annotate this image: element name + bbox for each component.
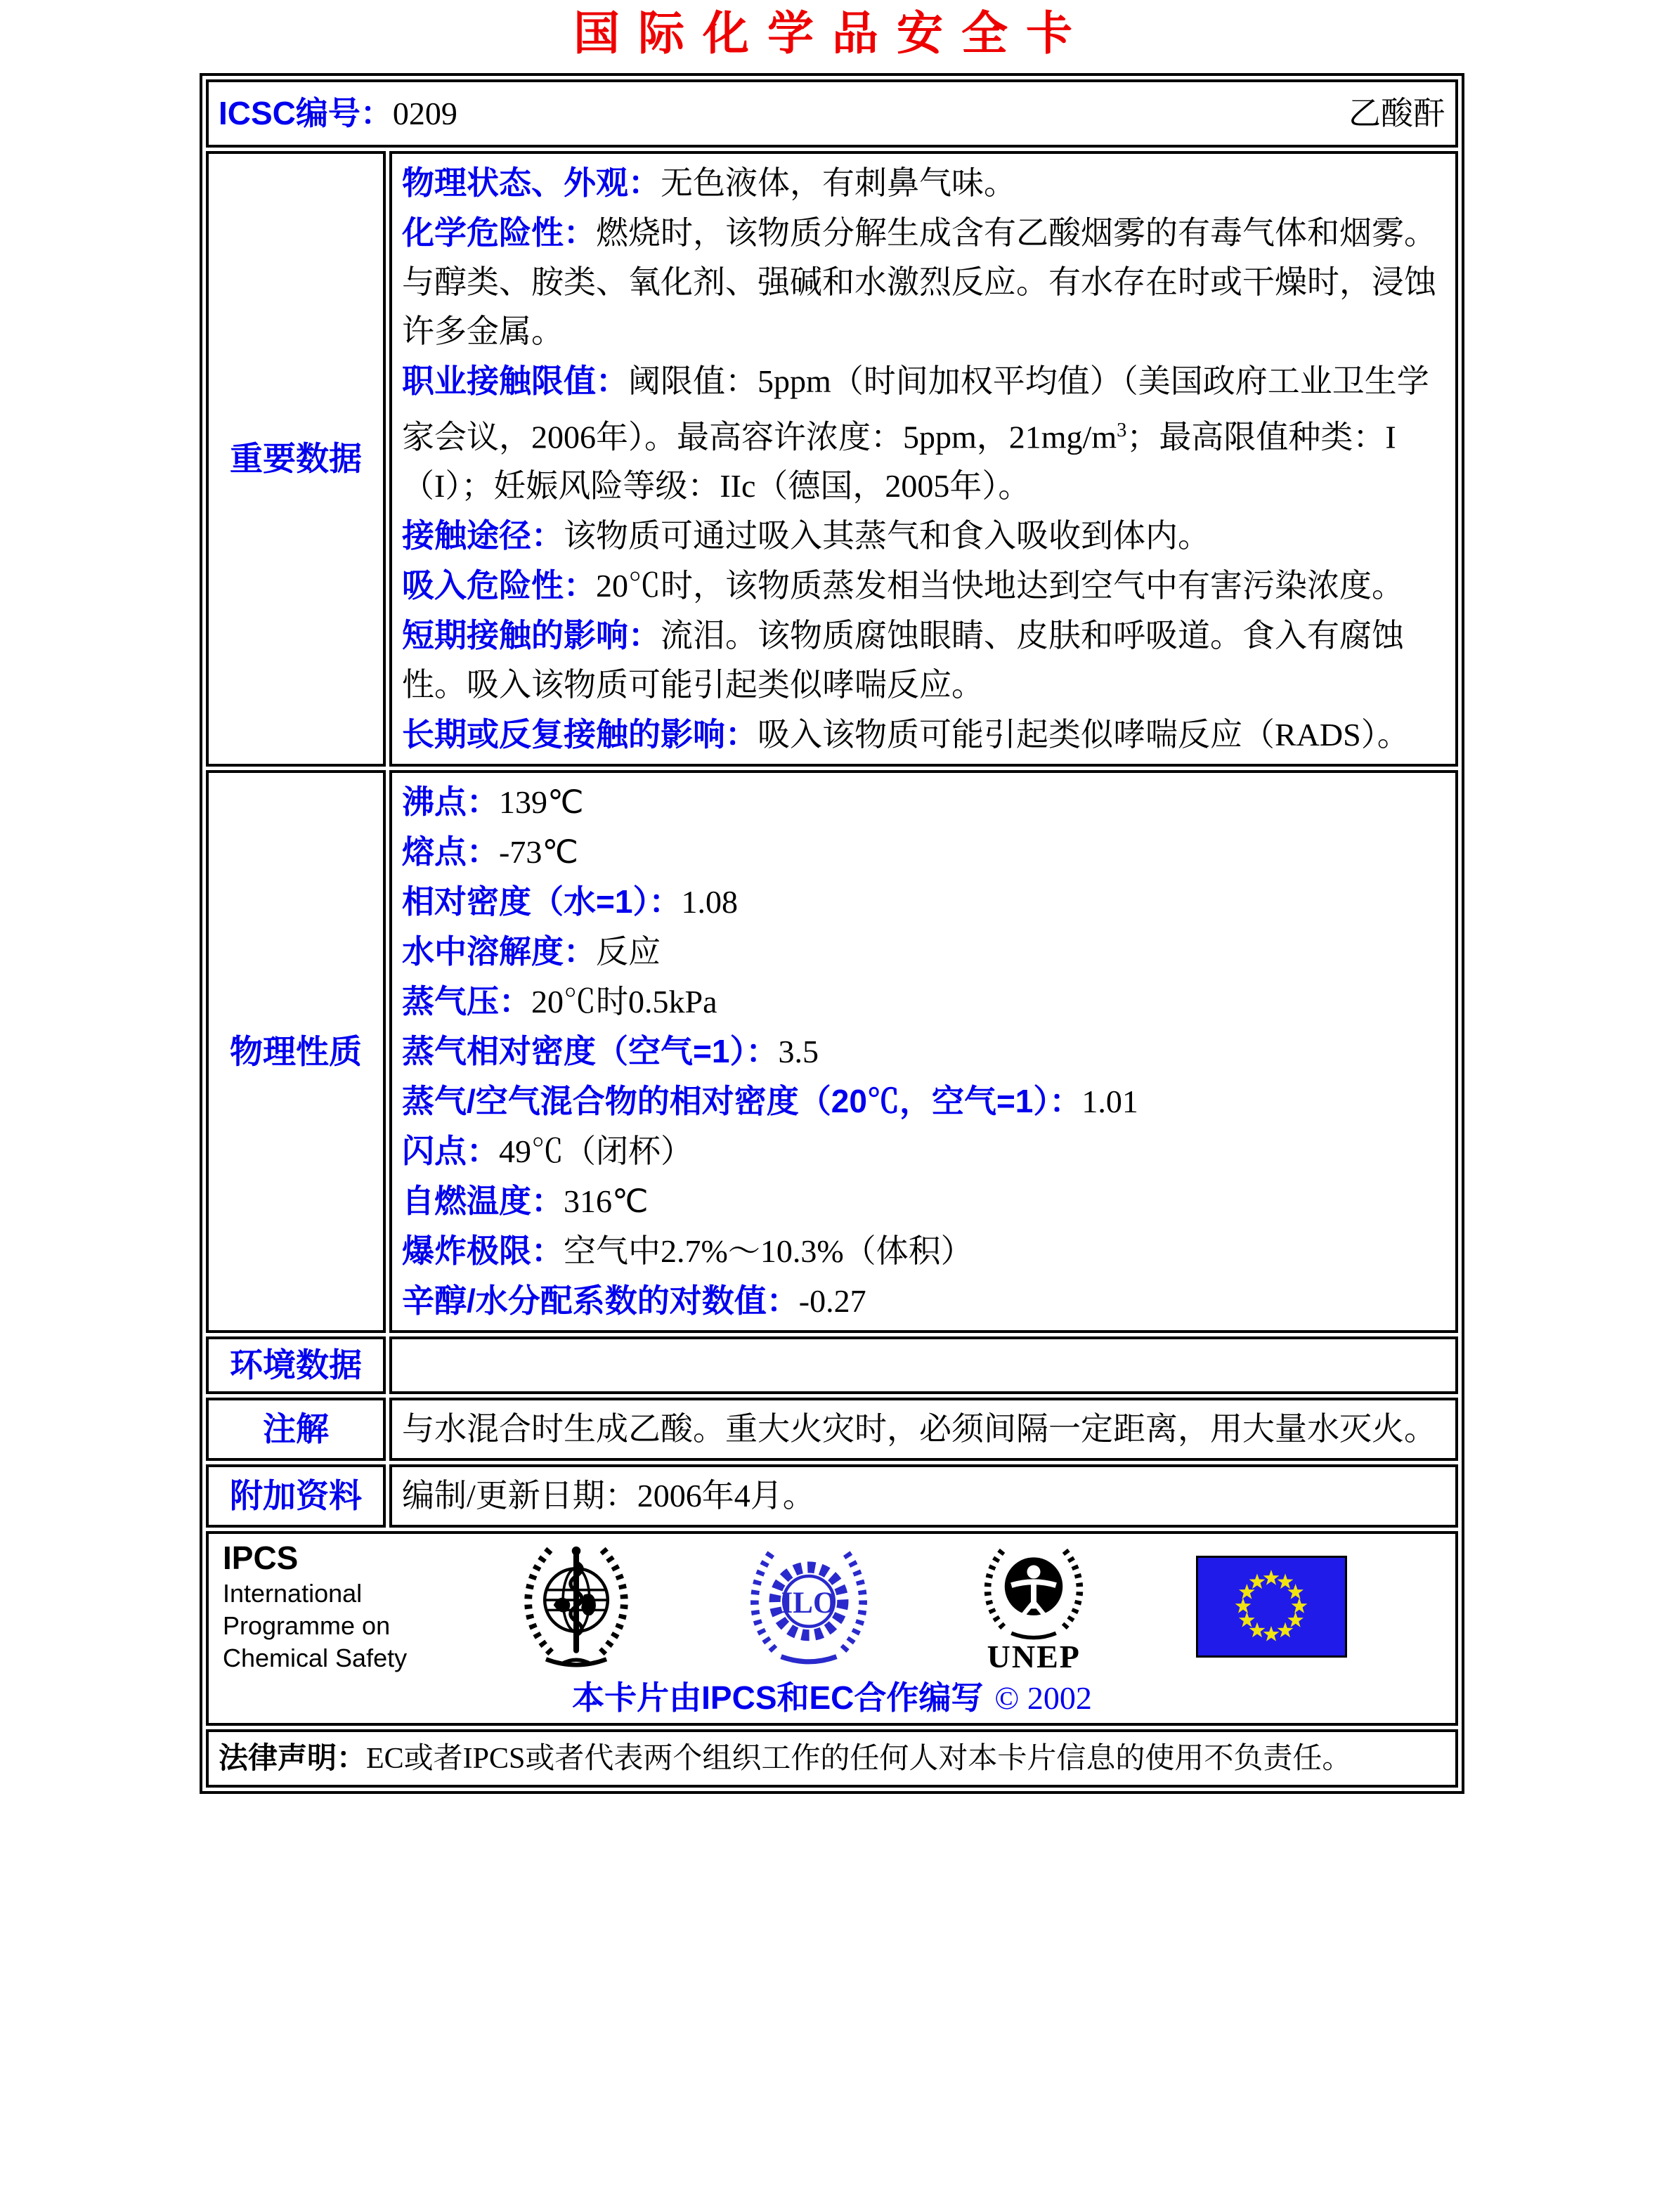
field-value: 流泪。该物质腐蚀眼睛、皮肤和呼吸道。食入有腐蚀性。吸入该物质可能引起类似哮喘反应。 xyxy=(402,618,1404,703)
field-value: 20℃时，该物质蒸发相当快地达到空气中有害污染浓度。 xyxy=(596,568,1404,604)
field-value: 1.01 xyxy=(1081,1084,1138,1120)
field-value: 该物质可通过吸入其蒸气和食入吸收到体内。 xyxy=(564,518,1210,554)
field-value: 吸入该物质可能引起类似哮喘反应（RADS）。 xyxy=(758,717,1410,753)
logo-row xyxy=(219,1538,1445,1674)
field-line xyxy=(402,927,1445,977)
eu-flag-icon xyxy=(1196,1556,1347,1658)
legal-cell xyxy=(206,1729,1458,1788)
icsc-card-table xyxy=(200,73,1464,1794)
who-logo-icon xyxy=(513,1540,639,1673)
field-line xyxy=(402,1176,1445,1226)
field-line xyxy=(402,1076,1445,1126)
field-value: 空气中2.7%～10.3%（体积） xyxy=(564,1233,973,1270)
empty-content xyxy=(402,1346,1445,1385)
row-logos xyxy=(206,1531,1458,1726)
legal-text: EC或者IPCS或者代表两个组织工作的任何人对本卡片信息的使用不负责任。 xyxy=(366,1743,1352,1776)
field-value: 49℃（闭杯） xyxy=(499,1133,693,1170)
header-cell xyxy=(206,79,1458,148)
row-physical-properties xyxy=(206,770,1458,1333)
field-value: 无色液体，有刺鼻气味。 xyxy=(661,165,1016,201)
section-content-additional xyxy=(389,1464,1458,1528)
field-label: 蒸气压： xyxy=(402,983,531,1020)
field-label: 相对密度（水=1）： xyxy=(402,883,682,920)
field-label: 水中溶解度： xyxy=(402,933,596,970)
field-value: 139℃ xyxy=(499,784,584,821)
field-line xyxy=(402,1226,1445,1276)
icsc-number-value: 0209 xyxy=(392,96,457,131)
header-row xyxy=(206,79,1458,148)
cooperation-caption xyxy=(219,1677,1445,1719)
copyright-text: © 2002 xyxy=(994,1680,1092,1717)
field-value: ；最高限值种类：I（I）；妊娠风险等级：IIc（德国，2005年）。 xyxy=(402,419,1396,505)
row-additional-info xyxy=(206,1464,1458,1528)
field-label: 沸点： xyxy=(402,783,499,821)
field-value: -0.27 xyxy=(798,1283,866,1320)
unep-logo-icon xyxy=(977,1540,1090,1642)
field-line xyxy=(402,877,1445,927)
field-line xyxy=(402,1126,1445,1176)
field-line xyxy=(402,710,1445,760)
section-label-important: 重要数据 xyxy=(206,151,386,767)
field-value: 反应 xyxy=(596,934,661,970)
unep-logo-block xyxy=(977,1540,1090,1674)
field-value: -73℃ xyxy=(499,834,578,871)
ipcs-line: Chemical Safety xyxy=(223,1644,408,1673)
field-label: 辛醇/水分配系数的对数值： xyxy=(402,1282,799,1320)
field-label: 熔点： xyxy=(402,833,499,871)
field-label: 蒸气/空气混合物的相对密度（20℃，空气=1）： xyxy=(402,1083,1082,1120)
field-value: 3.5 xyxy=(778,1034,819,1070)
field-line xyxy=(402,1027,1445,1076)
section-content-important xyxy=(389,151,1458,767)
row-notes xyxy=(206,1398,1458,1461)
ilo-letters: ILO xyxy=(781,1587,836,1620)
field-label: 闪点： xyxy=(402,1133,499,1170)
field-line xyxy=(402,511,1445,561)
field-label: 短期接触的影响： xyxy=(402,617,661,654)
row-legal xyxy=(206,1729,1458,1788)
field-line xyxy=(402,827,1445,877)
unep-label: UNEP xyxy=(987,1638,1081,1674)
notes-text: 与水混合时生成乙酸。重大火灾时，必须间隔一定距离，用大量水灭火。 xyxy=(402,1411,1436,1447)
section-content-notes xyxy=(389,1398,1458,1461)
icsc-number-group xyxy=(219,86,457,141)
ipcs-abbreviation: IPCS xyxy=(223,1540,299,1577)
field-label: 物理状态、外观： xyxy=(402,164,661,201)
field-line xyxy=(402,208,1445,356)
ipcs-line: International xyxy=(223,1579,363,1608)
field-line xyxy=(402,611,1445,710)
section-label-notes: 注解 xyxy=(206,1398,386,1461)
field-label: 吸入危险性： xyxy=(402,567,596,604)
field-label: 化学危险性： xyxy=(402,214,596,251)
row-environmental-data xyxy=(206,1336,1458,1394)
field-label: 爆炸极限： xyxy=(402,1232,564,1270)
superscript: 3 xyxy=(1117,419,1127,441)
section-label-physical: 物理性质 xyxy=(206,770,386,1333)
ipcs-line: Programme on xyxy=(223,1611,391,1641)
field-value: 1.08 xyxy=(681,884,738,920)
section-content-physical xyxy=(389,770,1458,1333)
logos-cell xyxy=(206,1531,1458,1726)
field-line xyxy=(402,158,1445,208)
icsc-number-label: ICSC编号： xyxy=(219,95,393,131)
field-line xyxy=(402,1276,1445,1326)
field-label: 职业接触限值： xyxy=(402,363,628,399)
field-value: 316℃ xyxy=(564,1183,649,1220)
header-content xyxy=(219,86,1445,141)
ipcs-text-block xyxy=(219,1538,407,1674)
page-title: 国际化学品安全卡 xyxy=(573,8,1091,60)
field-line xyxy=(402,561,1445,611)
row-important-data xyxy=(206,151,1458,767)
field-value: 20℃时0.5kPa xyxy=(531,984,717,1020)
icsc-card-page xyxy=(200,0,1464,1794)
field-line xyxy=(402,977,1445,1027)
field-line xyxy=(402,356,1445,511)
ilo-logo-icon xyxy=(746,1546,872,1667)
additional-text: 编制/更新日期：2006年4月。 xyxy=(402,1478,815,1514)
field-label: 蒸气相对密度（空气=1）： xyxy=(402,1033,779,1070)
chemical-name: 乙酸酐 xyxy=(1348,96,1445,131)
field-value: 阈限值：5ppm（时间加权平均值）（美国政府工业卫生学家会议，2006年）。最高容许浓度：5ppm，21mg/m xyxy=(402,363,1429,455)
caption-text: 本卡片由IPCS和EC合作编写 xyxy=(572,1679,984,1717)
field-label: 长期或反复接触的影响： xyxy=(402,716,758,753)
section-label-additional: 附加资料 xyxy=(206,1464,386,1528)
field-line xyxy=(402,777,1445,827)
field-value: 燃烧时，该物质分解生成含有乙酸烟雾的有毒气体和烟雾。与醇类、胺类、氧化剂、强碱和水激烈反应。有水存在时或干燥时，浸蚀许多金属。 xyxy=(402,215,1436,349)
field-label: 接触途径： xyxy=(402,517,564,554)
section-content-environment xyxy=(389,1336,1458,1394)
field-label: 自燃温度： xyxy=(402,1183,564,1220)
legal-label: 法律声明： xyxy=(219,1741,367,1775)
section-label-environment: 环境数据 xyxy=(206,1336,386,1394)
